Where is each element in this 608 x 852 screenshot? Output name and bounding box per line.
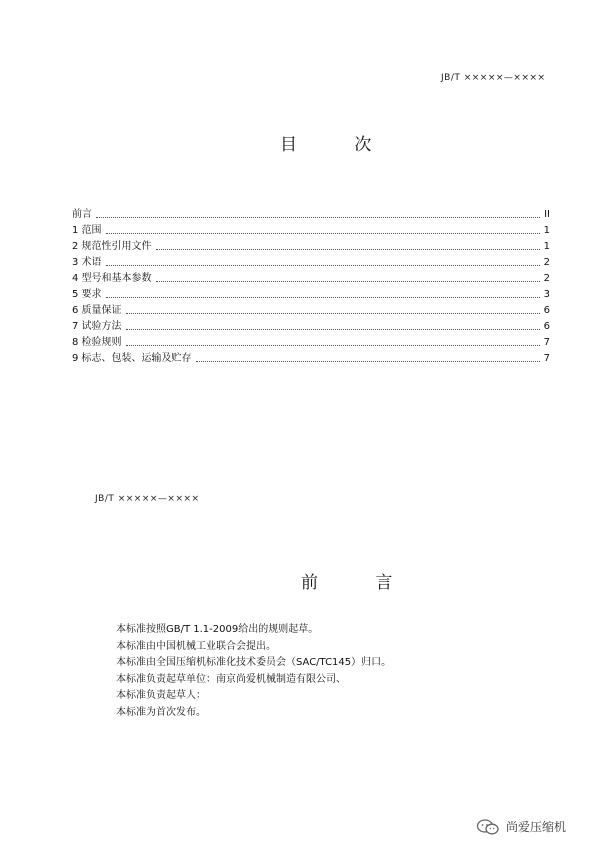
toc-entry-label: 7 试验方法 [72,321,122,332]
toc-entry-page: 2 [543,257,550,268]
preface-line: 本标准由全国压缩机标准化技术委员会（SAC/TC145）归口。 [116,657,392,669]
toc-entry-page: 6 [543,305,550,316]
toc-page-header: JB/T ×××××—×××× [441,73,546,83]
table-of-contents [72,205,550,365]
toc-entry-label: 4 型号和基本参数 [72,273,152,284]
preface-line: 本标准负责起草单位：南京尚爱机械制造有限公司、 [116,673,346,685]
toc-entry[interactable] [72,333,550,349]
toc-entry[interactable] [72,269,550,285]
toc-leader-dots [156,249,540,250]
toc-entry-label: 8 检验规则 [72,337,122,348]
toc-title: 目 次 [280,135,398,155]
toc-leader-dots [126,313,540,314]
preface-line: 本标准为首次发布。 [116,706,206,718]
toc-entry-page: 2 [543,273,550,284]
toc-leader-dots [196,361,540,362]
wechat-icon [476,819,500,835]
toc-entry-label: 1 范围 [72,225,102,236]
toc-entry-page: 1 [543,241,550,252]
preface-page-header: JB/T ×××××—×××× [95,494,200,504]
toc-leader-dots [126,345,540,346]
toc-entry-page: 6 [543,321,550,332]
toc-entry-label: 5 要求 [72,289,102,300]
toc-leader-dots [106,297,540,298]
toc-entry-label: 前言 [72,209,92,220]
toc-entry[interactable] [72,205,550,221]
preface-line: 本标准负责起草人： [116,690,206,702]
preface-body [116,622,391,722]
toc-entry[interactable] [72,317,550,333]
toc-leader-dots [126,329,540,330]
watermark-text: 尚爱压缩机 [506,820,567,834]
toc-entry[interactable] [72,237,550,253]
watermark [476,818,566,835]
toc-leader-dots [156,281,540,282]
toc-entry[interactable] [72,349,550,365]
toc-entry-page: 3 [543,289,550,300]
toc-entry-label: 6 质量保证 [72,305,122,316]
toc-entry-page: II [544,209,550,220]
toc-entry[interactable] [72,285,550,301]
preface-title: 前 言 [301,573,419,593]
toc-entry-page: 7 [543,353,550,364]
toc-entry-label: 2 规范性引用文件 [72,241,152,252]
toc-entry-page: 1 [543,225,550,236]
toc-leader-dots [96,217,540,218]
toc-entry[interactable] [72,253,550,269]
toc-entry-label: 9 标志、包装、运输及贮存 [72,353,192,364]
toc-entry-label: 3 术语 [72,257,102,268]
toc-entry-page: 7 [543,337,550,348]
toc-leader-dots [106,233,540,234]
preface-line: 本标准按照GB/T 1.1-2009给出的规则起草。 [116,624,319,635]
toc-entry[interactable] [72,221,550,237]
preface-line: 本标准由中国机械工业联合会提出。 [116,640,276,652]
toc-leader-dots [106,265,540,266]
toc-entry[interactable] [72,301,550,317]
